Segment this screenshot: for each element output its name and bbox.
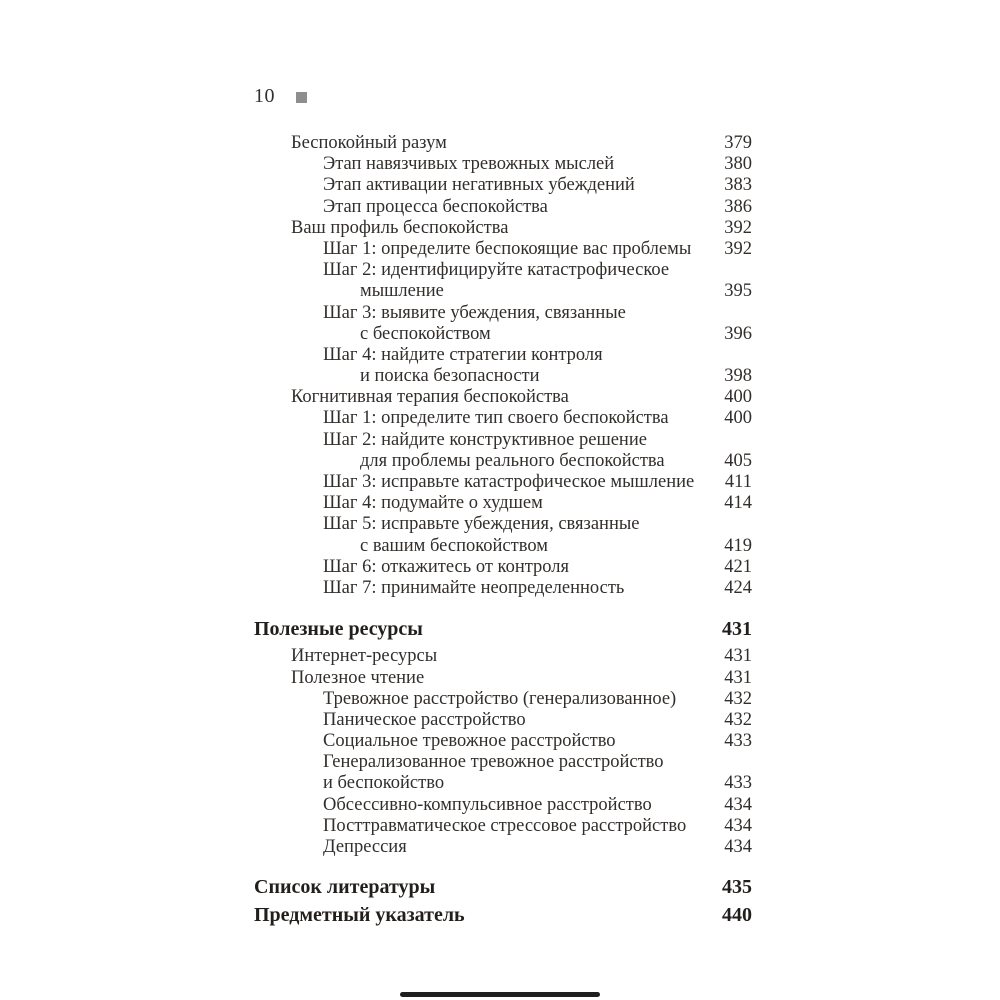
toc-entry-title: Список литературы xyxy=(254,876,436,899)
toc-section-row xyxy=(254,905,752,926)
toc-entry-page-number: 440 xyxy=(722,904,752,927)
toc-entry-title: Паническое расстройство xyxy=(323,709,526,730)
toc-entry-page-number: 396 xyxy=(724,323,752,344)
toc-entry-page-number: 379 xyxy=(724,133,752,153)
gesture-bar[interactable] xyxy=(400,992,600,997)
toc-list xyxy=(254,133,752,927)
toc-entry-title: Шаг 2: найдите конструктивное решение xyxy=(323,429,647,450)
toc-row xyxy=(254,646,752,667)
toc-row xyxy=(254,303,752,324)
toc-entry-page-number: 380 xyxy=(724,154,752,175)
toc-entry-page-number: 411 xyxy=(724,472,752,492)
toc-entry-page-number: 432 xyxy=(724,688,752,709)
toc-entry-page-number: 383 xyxy=(724,175,752,196)
toc-row xyxy=(254,689,752,710)
toc-entry-page-number: 431 xyxy=(722,618,752,641)
toc-row xyxy=(254,430,752,451)
toc-row xyxy=(254,154,752,175)
toc-section-row xyxy=(254,877,752,898)
toc-row xyxy=(254,536,752,557)
toc-entry-page-number: 386 xyxy=(724,196,752,217)
toc-entry-title: Когнитивная терапия беспокойства xyxy=(291,387,569,408)
toc-entry-page-number: 414 xyxy=(724,493,752,514)
square-marker-icon xyxy=(296,92,307,103)
page-number: 10 xyxy=(254,85,275,107)
toc-row xyxy=(254,557,752,578)
toc-entry-title: Шаг 2: идентифицируйте катастрофическое xyxy=(323,260,670,281)
toc-entry-title: Социальное тревожное расстройство xyxy=(323,731,616,752)
toc-entry-title: Обсессивно-компульсивное расстройство xyxy=(323,794,652,815)
toc-entry-page-number: 395 xyxy=(724,281,752,302)
toc-row xyxy=(254,668,752,689)
toc-entry-title: Предметный указатель xyxy=(254,904,465,927)
toc-entry-page-number: 432 xyxy=(724,709,752,730)
toc-row xyxy=(254,795,752,816)
toc-entry-title: Шаг 3: исправьте катастрофическое мышление xyxy=(323,472,695,492)
toc-entry-title: Полезное чтение xyxy=(291,667,425,688)
toc-entry-page-number: 392 xyxy=(724,217,752,238)
toc-entry-page-number: 419 xyxy=(724,535,752,556)
toc-row xyxy=(254,472,752,493)
toc-row xyxy=(254,731,752,752)
toc-row xyxy=(254,837,752,858)
toc-row xyxy=(254,345,752,366)
running-head xyxy=(254,85,307,108)
toc-entry-title: с вашим беспокойством xyxy=(360,535,548,556)
toc-row xyxy=(254,816,752,837)
toc-entry-page-number: 431 xyxy=(724,667,752,688)
toc-row xyxy=(254,281,752,302)
toc-row xyxy=(254,408,752,429)
toc-entry-title: Ваш профиль беспокойства xyxy=(291,217,509,238)
toc-row xyxy=(254,175,752,196)
toc-entry-title: Шаг 4: найдите стратегии контроля xyxy=(323,344,603,365)
toc-entry-title: Шаг 6: откажитесь от контроля xyxy=(323,556,570,577)
toc-entry-page-number: 405 xyxy=(724,450,752,471)
toc-entry-title: Депрессия xyxy=(323,837,407,857)
toc-entry-title: Этап процесса беспокойства xyxy=(323,196,548,217)
toc-row xyxy=(254,578,752,599)
toc-entry-title: Этап навязчивых тревожных мыслей xyxy=(323,154,615,175)
toc-entry-title: для проблемы реального беспокойства xyxy=(360,450,665,471)
toc-entry-page-number: 431 xyxy=(724,646,752,667)
toc-entry-title: Шаг 7: принимайте неопределенность xyxy=(323,577,625,598)
toc-entry-title: Интернет-ресурсы xyxy=(291,646,438,667)
toc-row xyxy=(254,133,752,154)
toc-entry-page-number: 435 xyxy=(722,876,752,899)
toc-row xyxy=(254,387,752,408)
toc-row xyxy=(254,239,752,260)
toc-row xyxy=(254,514,752,535)
toc-entry-title: Этап активации негативных убеждений xyxy=(323,175,635,196)
toc-entry-title: Шаг 1: определите беспокоящие вас проблемы xyxy=(323,238,692,259)
toc-entry-title: мышление xyxy=(360,281,444,302)
toc-entry-title: Тревожное расстройство (генерализованное) xyxy=(323,688,677,709)
toc-entry-page-number: 400 xyxy=(724,408,752,429)
toc-row xyxy=(254,773,752,794)
toc-entry-page-number: 434 xyxy=(724,815,752,836)
toc-entry-title: с беспокойством xyxy=(360,323,491,344)
toc-entry-page-number: 398 xyxy=(724,366,752,387)
toc-entry-title: Шаг 3: выявите убеждения, связанные xyxy=(323,302,626,323)
toc-entry-title: Генерализованное тревожное расстройство xyxy=(323,752,664,773)
toc-entry-page-number: 424 xyxy=(724,577,752,598)
toc-row xyxy=(254,451,752,472)
toc-entry-page-number: 434 xyxy=(724,794,752,815)
toc-entry-page-number: 433 xyxy=(724,731,752,752)
toc-entry-title: Шаг 1: определите тип своего беспокойства xyxy=(323,408,669,429)
toc-entry-title: Посттравматическое стрессовое расстройство xyxy=(323,815,687,836)
toc-entry-title: и беспокойство xyxy=(323,773,445,794)
toc-row xyxy=(254,710,752,731)
toc-row xyxy=(254,324,752,345)
toc-entry-title: Беспокойный разум xyxy=(291,133,447,153)
toc-entry-title: и поиска безопасности xyxy=(360,366,540,387)
toc-entry-page-number: 433 xyxy=(724,773,752,794)
toc-row xyxy=(254,218,752,239)
toc-section-row xyxy=(254,619,752,640)
toc-entry-title: Полезные ресурсы xyxy=(254,618,423,641)
toc-row xyxy=(254,752,752,773)
toc-entry-title: Шаг 5: исправьте убеждения, связанные xyxy=(323,514,640,535)
toc-entry-page-number: 421 xyxy=(724,556,752,577)
toc-row xyxy=(254,197,752,218)
toc-entry-page-number: 434 xyxy=(724,837,752,857)
toc-entry-page-number: 392 xyxy=(724,238,752,259)
toc-row xyxy=(254,366,752,387)
toc-entry-page-number: 400 xyxy=(724,387,752,408)
toc-entry-title: Шаг 4: подумайте о худшем xyxy=(323,493,543,514)
toc-row xyxy=(254,493,752,514)
toc-row xyxy=(254,260,752,281)
